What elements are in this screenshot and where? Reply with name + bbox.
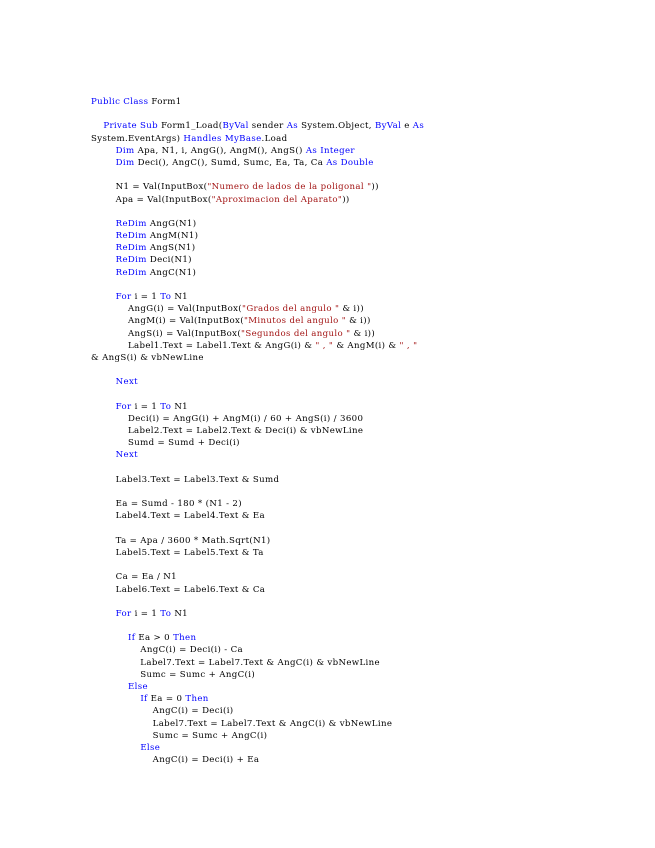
code-text: Form1_Load( (161, 121, 223, 132)
code-line (91, 291, 631, 303)
code-text: Ea = Sumd - 180 * (N1 - 2) (91, 499, 242, 510)
code-line (91, 498, 631, 510)
code-keyword: For (115, 292, 132, 302)
code-text: Ea = 0 (147, 694, 186, 705)
code-line (91, 669, 631, 681)
code-text: Label7.Text = Label7.Text & AngC(i) & vbNewLine (91, 718, 393, 729)
code-text (91, 219, 116, 229)
code-text (91, 243, 116, 253)
code-keyword: Dim (115, 145, 135, 156)
code-text: AngM(N1) (146, 231, 199, 242)
code-text: Apa, N1, i, AngG(), AngM(), AngS() (134, 145, 306, 156)
code-line (91, 559, 631, 571)
code-text: N1 (171, 401, 189, 412)
code-line (91, 230, 631, 242)
code-text: i = 1 (131, 401, 161, 412)
code-line (91, 718, 631, 730)
code-line (91, 693, 631, 705)
code-text (91, 268, 116, 278)
code-text (91, 609, 116, 619)
code-line (91, 644, 631, 656)
code-line (91, 681, 631, 693)
code-text (91, 231, 116, 241)
code-text: Deci(i) = AngG(i) + AngM(i) / 60 + AngS(i) / 3600 (91, 413, 364, 424)
code-line (91, 364, 631, 376)
code-line (91, 730, 631, 742)
code-line (91, 547, 631, 559)
code-keyword: ReDim (115, 255, 147, 266)
code-text: Form1 (151, 97, 182, 107)
code-line (91, 169, 631, 181)
code-line (91, 486, 631, 498)
code-string: "Numero de lados de la poligonal " (207, 182, 372, 193)
code-text: AngM(i) = Val(InputBox( (91, 316, 244, 327)
code-keyword: If (127, 633, 136, 644)
code-text: N1 = Val(InputBox( (91, 182, 208, 193)
code-text: )) (371, 182, 379, 193)
code-keyword: ReDim (115, 267, 147, 278)
code-text (91, 633, 128, 643)
code-line (91, 254, 631, 266)
code-line (91, 437, 631, 449)
code-text (91, 377, 116, 387)
code-line (91, 328, 631, 340)
code-line (91, 510, 631, 522)
code-text: AngG(i) = Val(InputBox( (91, 304, 243, 315)
code-text: System.Object, (298, 121, 375, 132)
code-keyword: As Integer (305, 145, 355, 156)
code-text: Ca = Ea / N1 (91, 572, 177, 583)
code-line (91, 133, 631, 145)
code-keyword: Then (173, 633, 197, 644)
code-line (91, 218, 631, 230)
code-keyword: To (160, 608, 172, 619)
code-line (91, 267, 631, 279)
code-text: .Load (261, 133, 288, 144)
code-line (91, 376, 631, 388)
code-text: Label5.Text = Label5.Text & Ta (91, 547, 264, 558)
code-keyword: ByVal (374, 121, 402, 132)
code-text: AngC(i) = Deci(i) + Ea (91, 755, 260, 766)
code-text: e (401, 121, 413, 132)
code-text (91, 743, 140, 753)
code-keyword: Else (140, 742, 161, 753)
code-keyword: Dim (115, 157, 135, 168)
code-keyword: Then (185, 694, 209, 705)
code-text: Deci(), AngC(), Sumd, Sumc, Ea, Ta, Ca (134, 157, 327, 168)
code-text: Label1.Text = Label1.Text & AngG(i) & (91, 340, 316, 351)
code-keyword: ByVal (222, 121, 249, 132)
code-text: Sumc = Sumc + AngC(i) (91, 669, 256, 680)
code-text: Deci(N1) (146, 255, 192, 266)
code-text: Sumd = Sumd + Deci(i) (91, 438, 240, 449)
code-text: & AngS(i) & vbNewLine (91, 352, 204, 363)
code-line (91, 705, 631, 717)
code-text: i = 1 (131, 608, 161, 619)
code-keyword: As (412, 121, 425, 132)
code-line (91, 389, 631, 401)
code-line (91, 108, 631, 120)
code-line (91, 303, 631, 315)
code-keyword: As (286, 121, 299, 132)
code-line (91, 535, 631, 547)
code-text: AngC(N1) (146, 267, 197, 278)
code-text: )) (342, 194, 350, 205)
code-string: "Minutos del angulo " (243, 316, 347, 327)
code-keyword: To (160, 401, 172, 412)
code-line (91, 571, 631, 583)
code-line (91, 632, 631, 644)
code-line (91, 474, 631, 486)
code-line (91, 462, 631, 474)
code-line (91, 181, 631, 193)
code-text (91, 158, 116, 168)
code-keyword: ReDim (115, 218, 147, 229)
code-line (91, 315, 631, 327)
code-text (91, 121, 103, 131)
code-string: " , " (399, 340, 418, 351)
code-string: " , " (315, 340, 334, 351)
code-line (91, 120, 631, 132)
code-line (91, 157, 631, 169)
code-line (91, 754, 631, 766)
code-text: & i)) (350, 328, 376, 339)
code-text: & i)) (346, 316, 371, 327)
code-text: N1 (171, 292, 189, 302)
code-line (91, 742, 631, 754)
code-text: System.EventArgs) (91, 133, 184, 144)
code-text: Ta = Apa / 3600 * Math.Sqrt(N1) (91, 535, 271, 546)
code-line (91, 608, 631, 620)
code-keyword: Public Class (91, 97, 152, 107)
code-string: "Grados del angulo " (242, 304, 340, 315)
code-text (91, 292, 116, 302)
code-text (91, 255, 116, 265)
code-line (91, 194, 631, 206)
code-text (91, 694, 140, 704)
code-keyword: As Double (326, 157, 374, 168)
code-text: N1 (171, 608, 189, 619)
code-keyword: For (115, 401, 132, 412)
code-text: AngC(i) = Deci(i) (91, 706, 234, 717)
code-text: Sumc = Sumc + AngC(i) (91, 730, 268, 741)
code-listing (91, 96, 631, 766)
code-keyword: Else (127, 682, 148, 692)
code-text (91, 682, 128, 692)
code-text: & AngM(i) & (333, 340, 400, 351)
code-line (91, 352, 631, 364)
code-text (91, 402, 116, 412)
code-keyword: To (160, 292, 172, 302)
code-line (91, 340, 631, 352)
code-line (91, 242, 631, 254)
code-keyword: ReDim (115, 243, 147, 254)
code-line (91, 425, 631, 437)
code-keyword: Handles MyBase (183, 133, 262, 144)
code-line (91, 279, 631, 291)
code-line (91, 145, 631, 157)
code-string: "Aproximacion del Aparato" (211, 194, 343, 205)
code-text: Label4.Text = Label4.Text & Ea (91, 511, 265, 522)
code-line (91, 96, 631, 108)
code-text: i = 1 (131, 292, 161, 302)
code-text (91, 450, 116, 460)
code-text: AngG(N1) (146, 218, 197, 229)
code-keyword: If (140, 694, 148, 705)
code-text: Label7.Text = Label7.Text & AngC(i) & vbNewLine (91, 657, 380, 668)
code-text: AngC(i) = Deci(i) - Ca (91, 645, 243, 656)
code-line (91, 596, 631, 608)
code-line (91, 620, 631, 632)
code-line (91, 657, 631, 669)
code-keyword: Private Sub (103, 121, 162, 132)
code-keyword: ReDim (115, 231, 147, 242)
code-text: sender (248, 121, 287, 132)
code-line (91, 413, 631, 425)
code-text: AngS(i) = Val(InputBox( (91, 328, 242, 339)
code-line (91, 584, 631, 596)
code-text: Label2.Text = Label2.Text & Deci(i) & vbNewLine (91, 426, 364, 437)
code-text: & i)) (339, 304, 364, 315)
code-line (91, 206, 631, 218)
code-keyword: For (115, 608, 132, 619)
code-text: Label3.Text = Label3.Text & Sumd (91, 474, 280, 485)
code-text (91, 146, 116, 156)
code-text: Label6.Text = Label6.Text & Ca (91, 584, 266, 595)
code-line (91, 523, 631, 535)
code-text: Ea > 0 (135, 633, 174, 644)
code-keyword: Next (115, 377, 138, 388)
code-string: "Segundos del angulo " (241, 328, 351, 339)
code-text: Apa = Val(InputBox( (91, 194, 212, 205)
code-line (91, 401, 631, 413)
code-line (91, 449, 631, 461)
code-keyword: Next (115, 450, 138, 461)
code-text: AngS(N1) (146, 243, 196, 254)
